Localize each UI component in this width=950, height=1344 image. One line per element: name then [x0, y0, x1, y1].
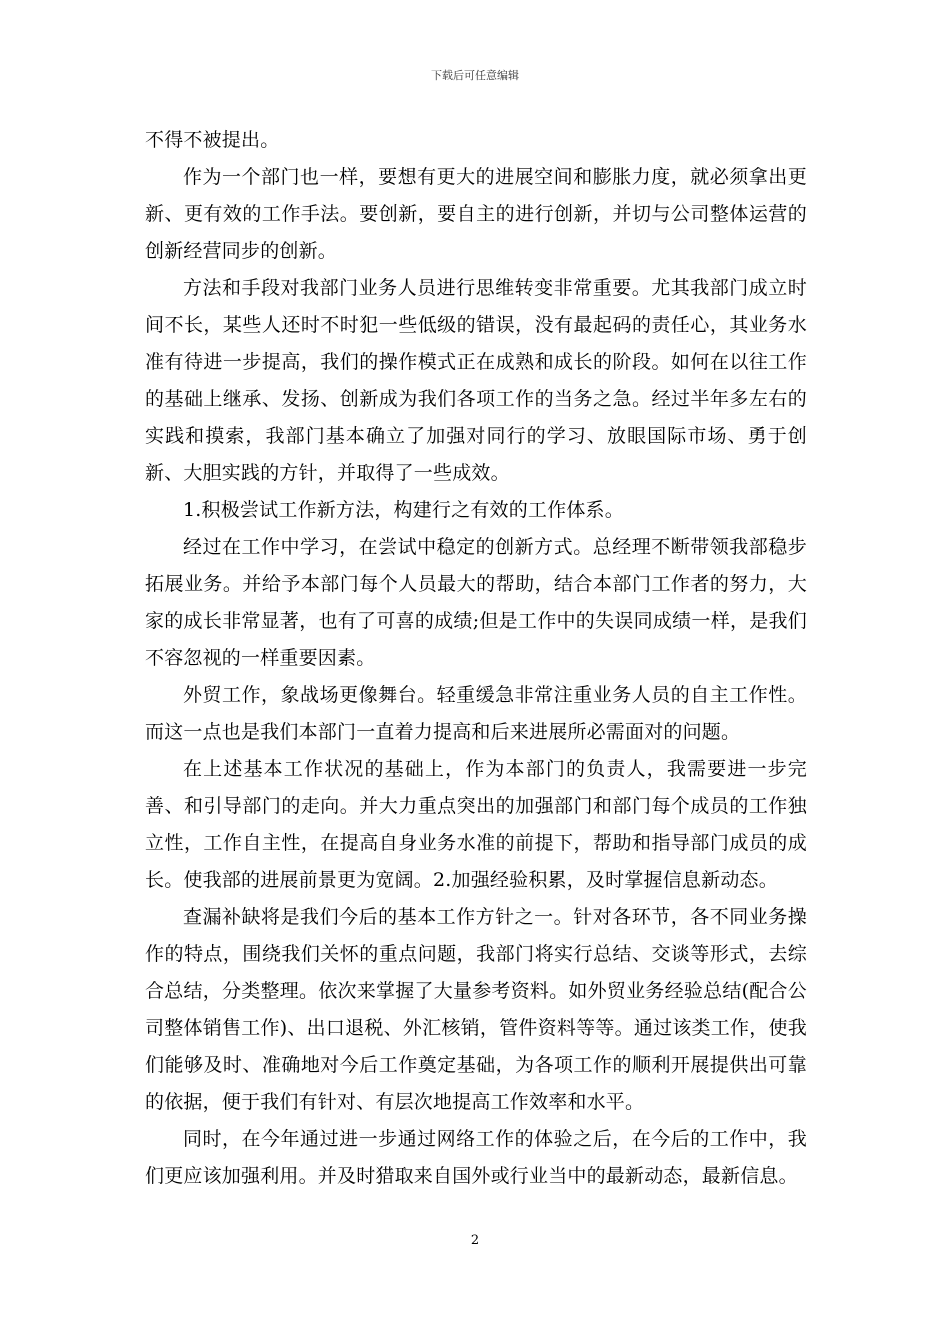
numbered-heading: 1.积极尝试工作新方法，构建行之有效的工作体系。 — [183, 499, 624, 521]
paragraph: 在上述基本工作状况的基础上，作为本部门的负责人，我需要进一步完善、和引导部门的走向。并大力重点突出的加强部门和部门每个成员的工作独立性，工作自主性，在提高自身业务水准的前提下，帮助和指导部门成员的成长。使我部的进展前景更为宽阔。2.加强经验积累，及时掌握信息新动态。 — [145, 758, 807, 891]
paragraph: 外贸工作，象战场更像舞台。轻重缓急非常注重业务人员的自主工作性。而这一点也是我们本部门一直着力提高和后来进展所必需面对的问题。 — [145, 684, 807, 743]
paragraph: 方法和手段对我部门业务人员进行思维转变非常重要。尤其我部门成立时间不长，某些人还时不时犯一些低级的错误，没有最起码的责任心，其业务水准有待进一步提高，我们的操作模式正在成熟和成长的阶段。如何在以往工作的基础上继承、发扬、创新成为我们各项工作的当务之急。经过半年多左右的实践和摸索，我部门基本确立了加强对同行的学习、放眼国际市场、勇于创新、大胆实践的方针，并取得了一些成效。 — [145, 277, 807, 484]
document-body — [145, 122, 807, 1195]
paragraph: 同时，在今年通过进一步通过网络工作的体验之后，在今后的工作中，我们更应该加强利用。并及时猎取来自国外或行业当中的最新动态，最新信息。 — [145, 1128, 807, 1187]
page-header: 下载后可任意编辑 — [431, 69, 519, 82]
paragraph: 查漏补缺将是我们今后的基本工作方针之一。针对各环节，各不同业务操作的特点，围绕我们关怀的重点问题，我部门将实行总结、交谈等形式，去综合总结，分类整理。依次来掌握了大量参考资料。如外贸业务经验总结(配合公司整体销售工作)、出口退税、外汇核销，管件资料等等。通过该类工作，使我们能够及时、准确地对今后工作奠定基础，为各项工作的顺利开展提供出可靠的依据，便于我们有针对、有层次地提高工作效率和水平。 — [145, 906, 807, 1113]
paragraph: 作为一个部门也一样，要想有更大的进展空间和膨胀力度，就必须拿出更新、更有效的工作手法。要创新，要自主的进行创新，并切与公司整体运营的创新经营同步的创新。 — [145, 166, 807, 262]
paragraph: 经过在工作中学习，在尝试中稳定的创新方式。总经理不断带领我部稳步拓展业务。并给予本部门每个人员最大的帮助，结合本部门工作者的努力，大家的成长非常显著，也有了可喜的成绩;但是工作中的失误同成绩一样，是我们不容忽视的一样重要因素。 — [145, 536, 807, 669]
paragraph: 不得不被提出。 — [145, 129, 280, 151]
page-number: 2 — [470, 1233, 480, 1248]
